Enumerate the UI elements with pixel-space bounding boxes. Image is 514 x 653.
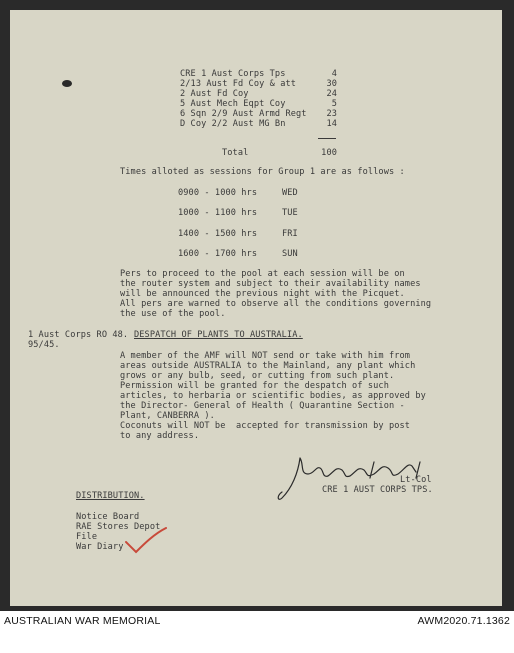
signature-rank: Lt-Col [400,475,432,485]
unit-count: 23 [326,109,337,119]
paragraph-line: articles, to herbaria or scientific bodies, as approved by [120,391,426,401]
distribution-item: Notice Board [76,512,140,522]
paragraph-line: Pers to proceed to the pool at each session will be on [120,269,405,279]
signature-title: CRE 1 AUST CORPS TPS. [322,485,433,495]
distribution-item: RAE Stores Depot [76,522,161,532]
session-time: 1400 - 1500 hrs [178,229,258,239]
session-day: TUE [282,208,298,218]
total-label: Total [222,148,249,158]
distribution-heading: DISTRIBUTION. [76,491,145,501]
paragraph-line: grows or any bulb, seed, or cutting from such plant. [120,371,395,381]
paragraph-line: areas outside AUSTRALIA to the Mainland, any plant which [120,361,416,371]
red-check-mark [120,526,170,556]
unit-count: 4 [331,69,337,79]
session-time: 1600 - 1700 hrs [178,249,258,259]
unit-count: 5 [331,99,337,109]
order-reference: 1 Aust Corps RO 48. [28,330,129,340]
paragraph-line: Plant, CANBERRA ). [120,411,215,421]
distribution-item: War Diary [76,542,124,552]
total-value: 100 [321,148,337,158]
paragraph-line: the Director- General of Health ( Quarantine Section - [120,401,405,411]
total-rule [318,138,336,139]
paragraph-line: to any address. [120,431,200,441]
paragraph-line: will be announced the previous night with the Picquet. [120,289,405,299]
unit-name: 5 Aust Mech Eqpt Coy [180,99,286,109]
session-day: SUN [282,249,298,259]
unit-count: 30 [326,79,337,89]
paragraph-line: the use of the pool. [120,309,226,319]
unit-name: 2 Aust Fd Coy [180,89,249,99]
order-file-number: 95/45. [28,340,60,350]
distribution-item: File [76,532,98,542]
times-intro: Times alloted as sessions for Group 1 are as follows : [120,167,405,177]
unit-name: CRE 1 Aust Corps Tps [180,69,286,79]
footer-catalog-id: AWM2020.71.1362 [417,615,510,627]
punch-hole [62,80,72,87]
session-time: 1000 - 1100 hrs [178,208,258,218]
session-time: 0900 - 1000 hrs [178,188,258,198]
session-day: FRI [282,229,298,239]
paragraph-line: Permission will be granted for the despatch of such [120,381,389,391]
unit-count: 24 [326,89,337,99]
footer-institution: AUSTRALIAN WAR MEMORIAL [4,615,161,627]
paragraph-line: A member of the AMF will NOT send or take with him from [120,351,411,361]
paragraph-line: Coconuts will NOT be accepted for transmission by post [120,421,411,431]
unit-count: 14 [326,119,337,129]
session-day: WED [282,188,298,198]
paragraph-line: All pers are warned to observe all the conditions governing [120,299,432,309]
order-title: DESPATCH OF PLANTS TO AUSTRALIA. [134,330,303,340]
unit-name: D Coy 2/2 Aust MG Bn [180,119,286,129]
unit-name: 6 Sqn 2/9 Aust Armd Regt [180,109,307,119]
unit-name: 2/13 Aust Fd Coy & att [180,79,297,89]
paragraph-line: the router system and subject to their availability names [120,279,421,289]
